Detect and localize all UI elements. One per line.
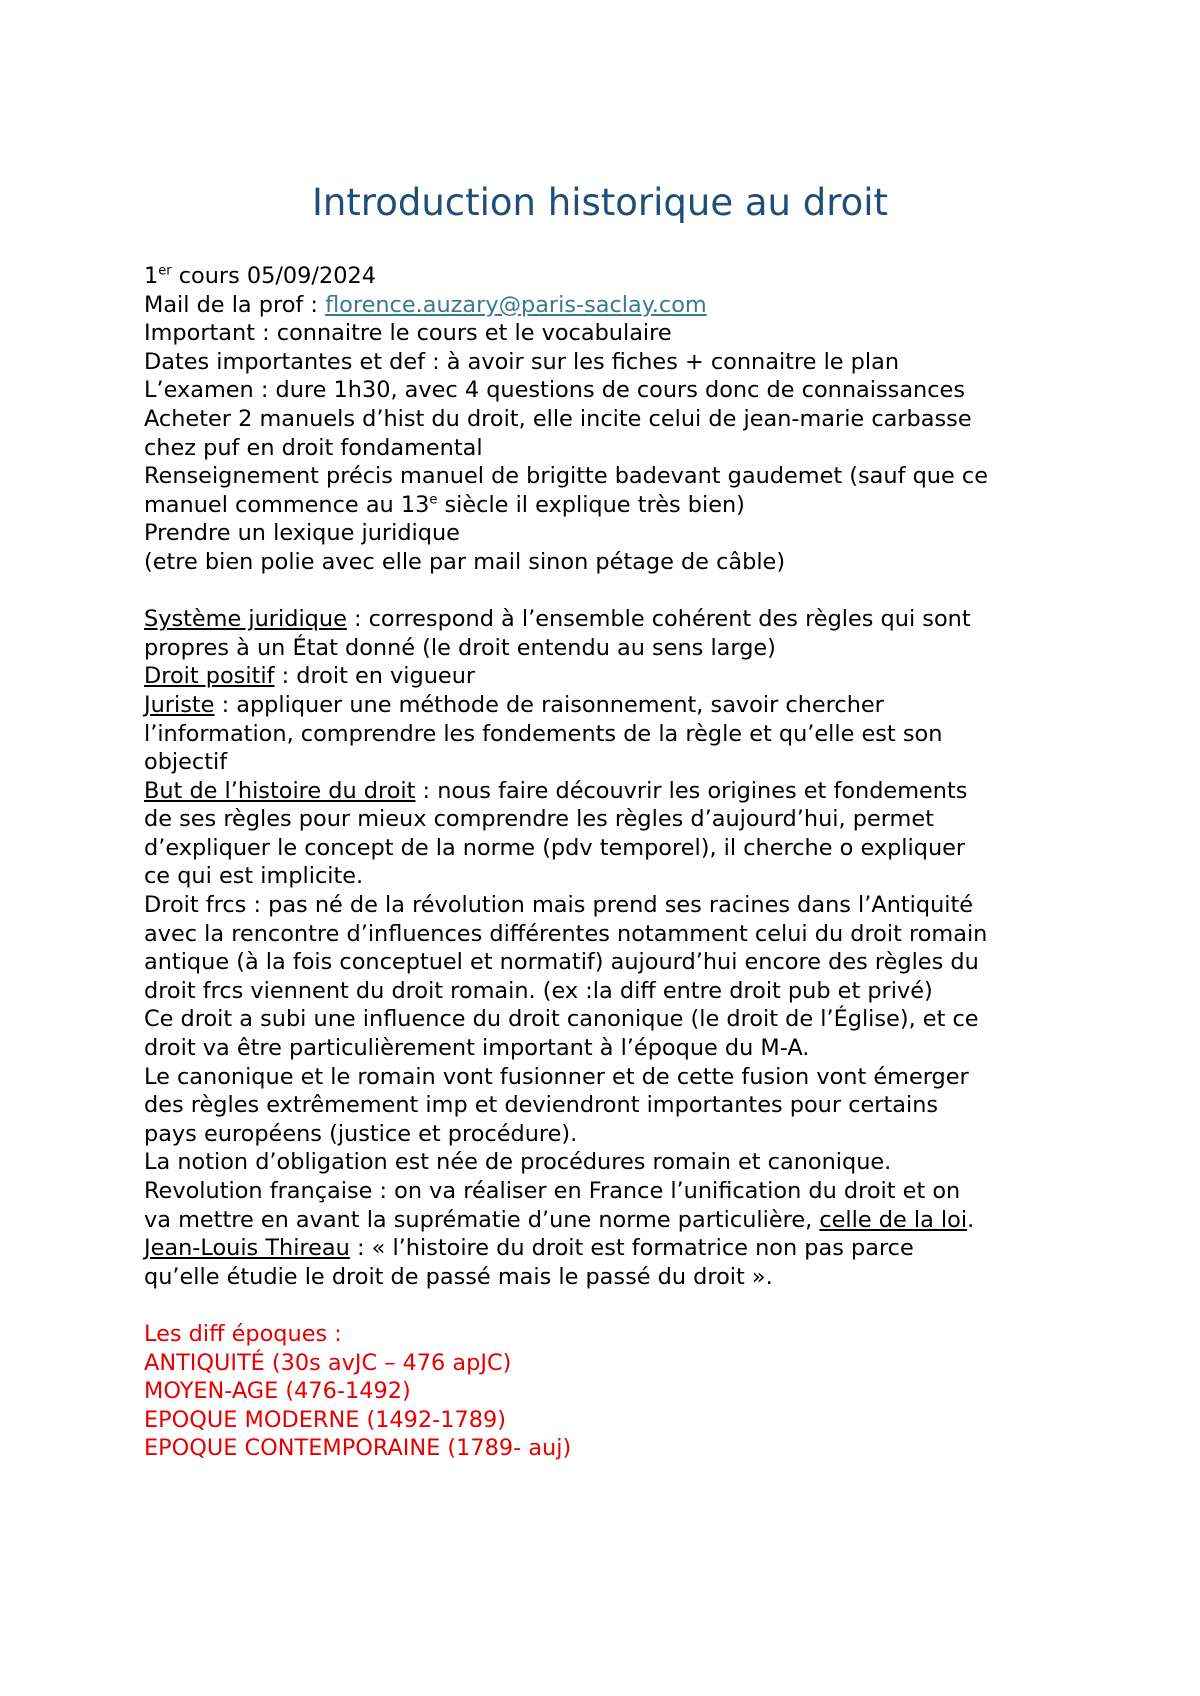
epoch-item: EPOQUE MODERNE (1492-1789) <box>144 1406 506 1433</box>
paragraph-line: droit va être particulièrement important à l’époque du M-A. <box>144 1035 810 1062</box>
term-celle-de-la-loi: celle de la loi <box>819 1206 968 1233</box>
page-title: Introduction historique au droit <box>311 181 889 224</box>
paragraph-line: droit frcs viennent du droit romain. (ex :la diff entre droit pub et privé) <box>144 977 933 1004</box>
note-line: Renseignement précis manuel de brigitte badevant gaudemet (sauf que ce <box>144 463 988 490</box>
spacer <box>144 577 1074 606</box>
definition-continuation: d’expliquer le concept de la norme (pdv temporel), il cherche o expliquer <box>144 834 966 861</box>
note-line: Dates importantes et def : à avoir sur les fiches + connaitre le plan <box>144 348 900 375</box>
paragraph-line: antique (à la fois conceptuel et normatif) aujourd’hui encore des règles du <box>144 949 979 976</box>
paragraph-line: Revolution française : on va réaliser en France l’unification du droit et on <box>144 1178 961 1204</box>
paragraph-line: Le canonique et le romain vont fusionner et de cette fusion vont émerger <box>144 1063 969 1090</box>
epochs-heading: Les diff époques : <box>144 1320 342 1347</box>
note-line: L’examen : dure 1h30, avec 4 questions de cours donc de connaissances <box>144 377 965 404</box>
epoch-item: ANTIQUITÉ (30s avJC – 476 apJC) <box>144 1349 512 1376</box>
definition-systeme: Système juridique : correspond à l’ensemble cohérent des règles qui sont <box>144 606 971 633</box>
quote-line: Jean-Louis Thireau : « l’histoire du droit est formatrice non pas parce <box>144 1235 914 1262</box>
definition-continuation: propres à un État donné (le droit entendu au sens large) <box>144 634 776 661</box>
term-droit-positif: Droit positif <box>144 663 275 690</box>
definition-continuation: ce qui est implicite. <box>144 863 364 890</box>
definition-continuation: de ses règles pour mieux comprendre les règles d’aujourd’hui, permet <box>144 806 934 833</box>
term-but-histoire: But de l’histoire du droit <box>144 777 416 804</box>
term-systeme-juridique: Système juridique <box>144 606 347 633</box>
note-line: chez puf en droit fondamental <box>144 434 483 461</box>
paragraph-line: Droit frcs : pas né de la révolution mais prend ses racines dans l’Antiquité <box>144 892 974 919</box>
epoch-item: MOYEN-AGE (476-1492) <box>144 1378 411 1405</box>
manual-line: manuel commence au 13e siècle il explique très bien) <box>144 491 745 518</box>
quote-continuation: qu’elle étudie le droit de passé mais le passé du droit ». <box>144 1263 773 1290</box>
quote-author: Jean-Louis Thireau <box>144 1235 350 1262</box>
paragraph-line: Ce droit a subi une influence du droit canonique (le droit de l’Église), et ce <box>144 1006 979 1033</box>
definition-juriste: Juriste : appliquer une méthode de raisonnement, savoir chercher <box>144 691 884 718</box>
note-line: Important : connaitre le cours et le vocabulaire <box>144 320 672 347</box>
definition-positif: Droit positif : droit en vigueur <box>144 663 476 690</box>
term-juriste: Juriste <box>144 691 215 718</box>
paragraph-line: avec la rencontre d’influences différentes notamment celui du droit romain <box>144 920 988 947</box>
document-body <box>144 262 1074 1463</box>
loi-line: va mettre en avant la suprématie d’une norme particulière, celle de la loi. <box>144 1206 975 1233</box>
paragraph-line: La notion d’obligation est née de procédures romain et canonique. <box>144 1149 892 1176</box>
epoch-item: EPOQUE CONTEMPORAINE (1789- auj) <box>144 1435 572 1462</box>
course-date-line: 1er cours 05/09/2024 <box>144 263 376 289</box>
definition-but: But de l’histoire du droit : nous faire découvrir les origines et fondements <box>144 777 968 804</box>
email-link[interactable]: florence.auzary@paris-saclay.com <box>325 291 707 318</box>
note-line: Acheter 2 manuels d’hist du droit, elle incite celui de jean-marie carbasse <box>144 405 972 432</box>
note-line: Prendre un lexique juridique <box>144 520 460 547</box>
mail-line: Mail de la prof : florence.auzary@paris-saclay.com <box>144 291 707 318</box>
definition-continuation: l’information, comprendre les fondements de la règle et qu’elle est son <box>144 720 943 747</box>
definition-continuation: objectif <box>144 749 228 776</box>
spacer <box>144 1291 1074 1320</box>
paragraph-line: pays européens (justice et procédure). <box>144 1120 578 1147</box>
paragraph-line: des règles extrêmement imp et deviendront importantes pour certains <box>144 1092 939 1119</box>
note-line: (etre bien polie avec elle par mail sinon pétage de câble) <box>144 548 786 575</box>
